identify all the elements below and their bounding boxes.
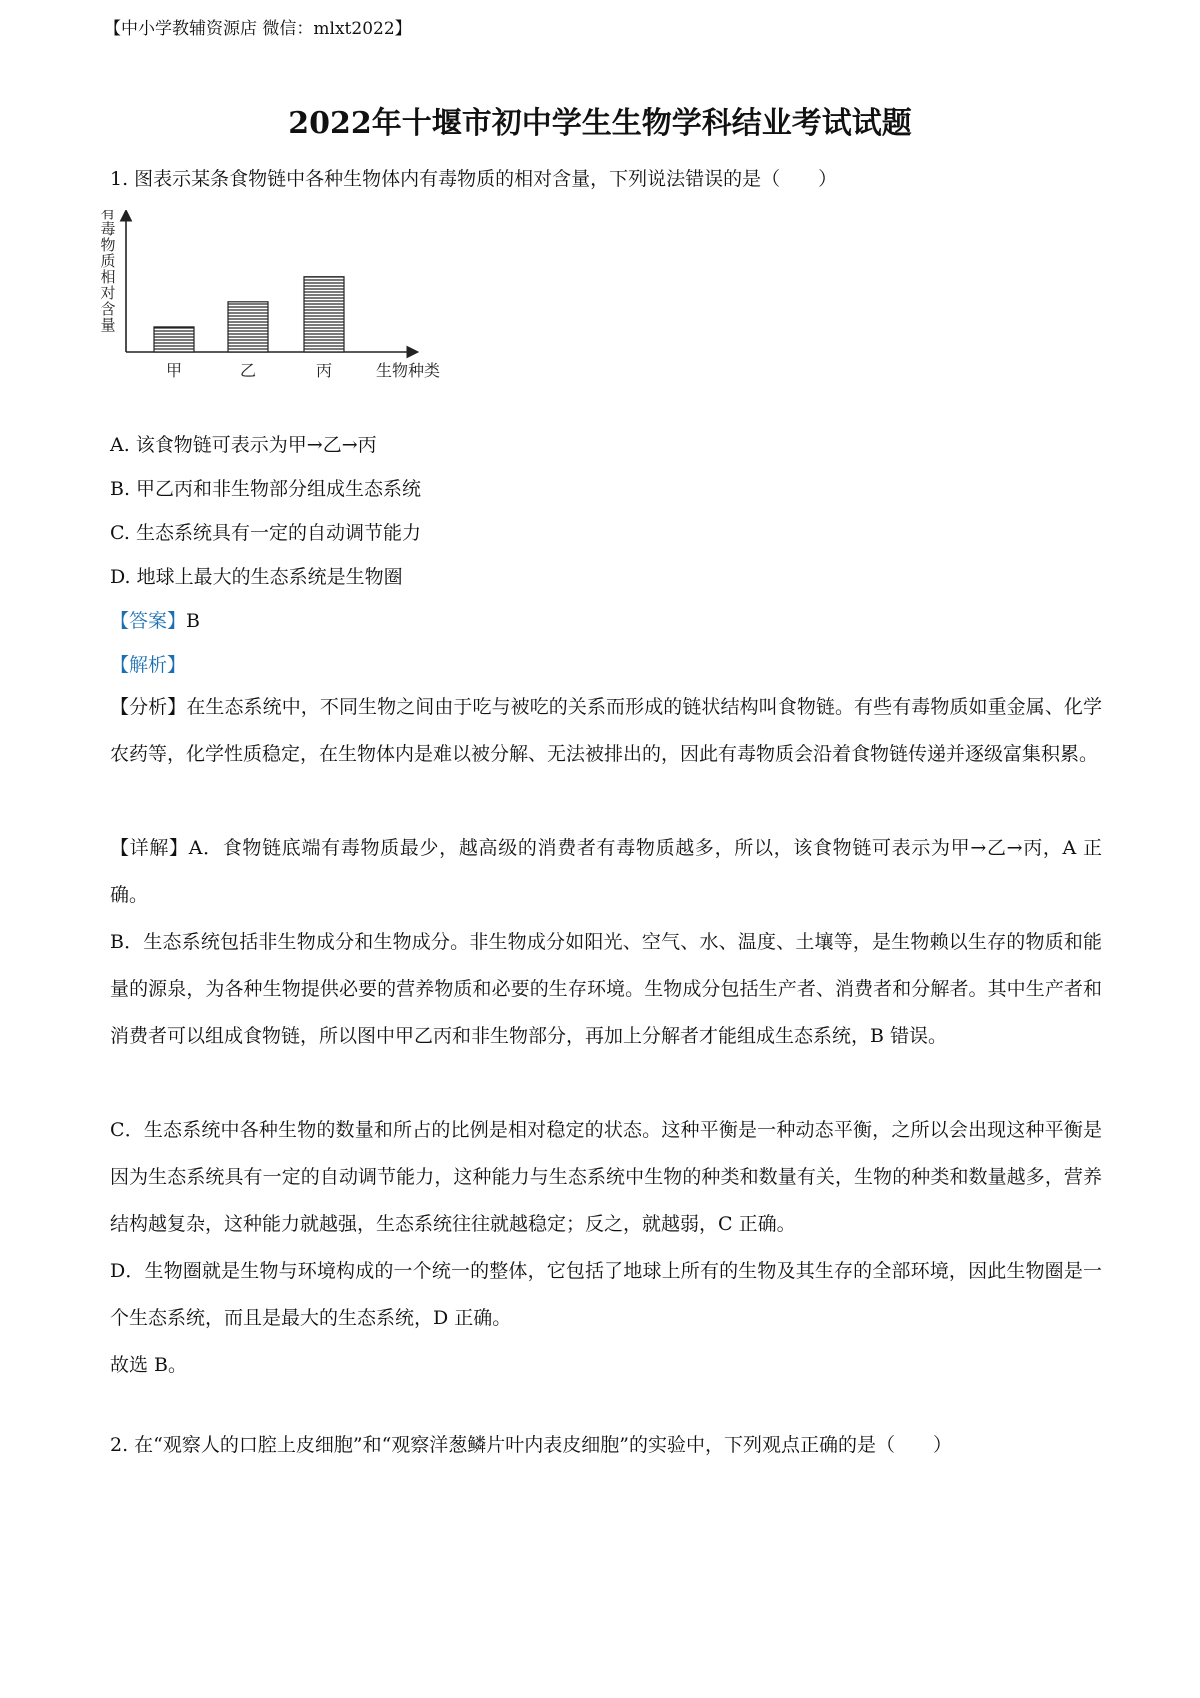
analysis-paragraph-c: C．生态系统中各种生物的数量和所占的比例是相对稳定的状态。这种平衡是一种动态平衡，之所以会出现这种平衡是因为生态系统具有一定的自动调节能力，这种能力与生态系统中生物的种类和数量有关，生物的种类和数量越多，营养结构越复杂，这种能力就越强，生态系统往往就越稳定；反之，就越弱，C 正确。 bbox=[110, 1119, 1102, 1235]
y-axis-label-char: 质 bbox=[100, 252, 116, 270]
option-b: B. 甲乙丙和非生物部分组成生态系统 bbox=[110, 478, 422, 500]
analysis-paragraph-xiangjie-a: 【详解】A．食物链底端有毒物质最少，越高级的消费者有毒物质越多，所以，该食物链可表示为甲→乙→丙，A 正确。 bbox=[110, 837, 1102, 906]
y-axis-label-char: 含 bbox=[100, 300, 116, 318]
analysis-conclusion: 故选 B。 bbox=[110, 1354, 188, 1376]
header-note: 【中小学教辅资源店 微信：mlxt2022】 bbox=[104, 19, 412, 39]
answer-value: B bbox=[186, 610, 200, 632]
option-d: D. 地球上最大的生态系统是生物圈 bbox=[110, 566, 403, 588]
question-2-stem: 2. 在“观察人的口腔上皮细胞”和“观察洋葱鳞片叶内表皮细胞”的实验中，下列观点正确的是（ ） bbox=[110, 1434, 953, 1456]
x-tick-label-2: 乙 bbox=[239, 361, 257, 380]
answer-line bbox=[110, 608, 200, 634]
y-axis-label-char: 有 bbox=[100, 210, 116, 222]
y-axis-label bbox=[100, 210, 115, 334]
question-1-stem: 1. 图表示某条食物链中各种生物体内有毒物质的相对含量，下列说法错误的是（ ） bbox=[110, 168, 838, 190]
y-axis-label-char: 对 bbox=[100, 284, 116, 302]
x-tick-label-1: 甲 bbox=[165, 361, 183, 380]
option-a: A. 该食物链可表示为甲→乙→丙 bbox=[110, 434, 377, 456]
analysis-paragraph-d: D．生物圈就是生物与环境构成的一个统一的整体，它包括了地球上所有的生物及其生存的全部环境，因此生物圈是一个生态系统，而且是最大的生态系统，D 正确。 bbox=[110, 1260, 1102, 1329]
page-title: 2022年十堰市初中学生生物学科结业考试试题 bbox=[288, 106, 912, 141]
y-axis-label-char: 毒 bbox=[100, 220, 116, 238]
x-axis-label: 生物种类 bbox=[376, 361, 441, 380]
chart-svg bbox=[100, 210, 500, 420]
bar-1 bbox=[154, 327, 194, 352]
y-axis-label-char: 相 bbox=[100, 268, 116, 286]
bar-2 bbox=[228, 302, 268, 352]
y-axis-label-char: 物 bbox=[100, 236, 116, 254]
analysis-tag: 【解析】 bbox=[110, 654, 187, 676]
analysis-line bbox=[110, 652, 186, 678]
toxin-bar-chart bbox=[100, 210, 500, 420]
analysis-paragraph-fenxi: 【分析】在生态系统中，不同生物之间由于吃与被吃的关系而形成的链状结构叫食物链。有些有毒物质如重金属、化学农药等，化学性质稳定，在生物体内是难以被分解、无法被排出的，因此有毒物质会沿着食物链传递并逐级富集积累。 bbox=[110, 696, 1102, 765]
analysis-paragraph-b: B．生态系统包括非生物成分和生物成分。非生物成分如阳光、空气、水、温度、土壤等，是生物赖以生存的物质和能量的源泉，为各种生物提供必要的营养物质和必要的生存环境。生物成分包括生产者、消费者和分解者。其中生产者和消费者可以组成食物链，所以图中甲乙丙和非生物部分，再加上分解者才能组成生态系统，B 错误。 bbox=[110, 931, 1102, 1047]
y-axis-label-char: 量 bbox=[100, 316, 116, 334]
answer-tag: 【答案】 bbox=[110, 610, 187, 632]
option-c: C. 生态系统具有一定的自动调节能力 bbox=[110, 522, 421, 544]
bar-3 bbox=[304, 277, 344, 352]
x-tick-label-3: 丙 bbox=[315, 361, 333, 380]
